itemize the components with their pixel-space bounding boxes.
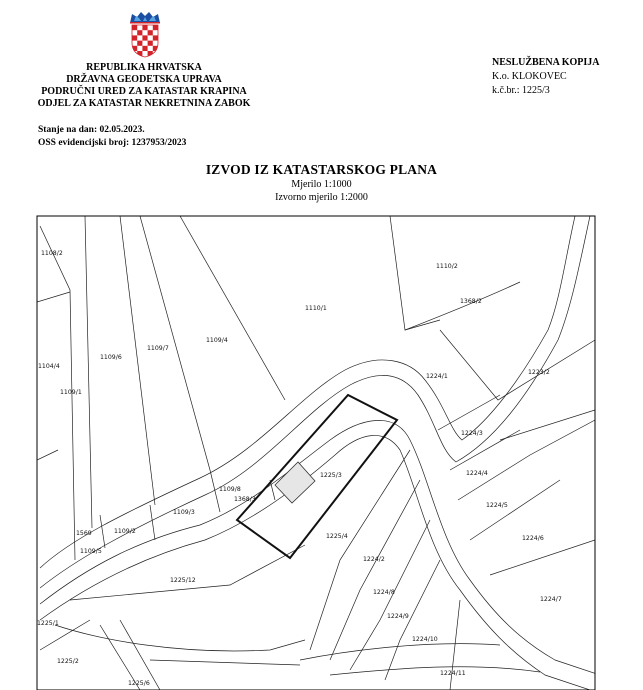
office-line-regional-office: PODRUČNI URED ZA KATASTAR KRAPINA [41, 86, 247, 97]
parcel-label: 1224/1 [426, 373, 448, 380]
parcel-label: 1368/2 [460, 298, 482, 305]
parcel-label: 1225/12 [170, 577, 196, 584]
parcel-label: 1225/3 [320, 472, 342, 479]
parcel-label: 1109/1 [60, 389, 82, 396]
parcel-label: 1225/1 [37, 620, 59, 627]
parcel-label: 1224/9 [387, 613, 409, 620]
cadastral-municipality: K.o. KLOKOVEC [492, 71, 567, 82]
parcel-label: 1109/7 [147, 345, 169, 352]
parcel-label: 1104/4 [38, 363, 60, 370]
office-line-administration: DRŽAVNA GEODETSKA UPRAVA [66, 74, 222, 85]
parcel-lines [37, 216, 600, 690]
parcel-label: 1224/6 [522, 535, 544, 542]
parcel-label: 1224/11 [440, 670, 466, 677]
parcel-label: 1224/5 [486, 502, 508, 509]
parcel-label: 1109/6 [100, 354, 122, 361]
parcel-label: 1110/2 [436, 263, 458, 270]
oss-number: OSS evidencijski broj: 1237953/2023 [38, 138, 187, 148]
parcel-label: 1110/1 [305, 305, 327, 312]
original-scale: Izvorno mjerilo 1:2000 [275, 192, 368, 203]
parcel-label: 1224/2 [363, 556, 385, 563]
building-footprint [275, 462, 315, 503]
parcel-label: 1223/2 [528, 369, 550, 376]
parcel-label: 1225/4 [326, 533, 348, 540]
map-scale: Mjerilo 1:1000 [291, 179, 352, 190]
parcel-label: 1569 [76, 530, 92, 537]
parcel-label: 1224/8 [373, 589, 395, 596]
office-line-department: ODJEL ZA KATASTAR NEKRETNINA ZABOK [37, 98, 251, 109]
document-title: IZVOD IZ KATASTARSKOG PLANA [205, 162, 438, 177]
parcel-label: 1368/3 [234, 496, 256, 503]
parcel-label: 1109/3 [173, 509, 195, 516]
parcel-label: 1108/2 [41, 250, 63, 257]
parcel-label: 1224/10 [412, 636, 438, 643]
map-frame [37, 216, 595, 690]
parcel-label: 1224/7 [540, 596, 562, 603]
selected-parcel-outline [237, 395, 397, 558]
parcel-label: 1225/6 [128, 680, 150, 687]
unofficial-copy-label: NESLUŽBENA KOPIJA [492, 57, 600, 68]
parcel-label: 1109/5 [80, 548, 102, 555]
parcel-label: 1224/4 [466, 470, 488, 477]
parcel-label: 1109/2 [114, 528, 136, 535]
status-date: Stanje na dan: 02.05.2023. [38, 125, 145, 135]
parcel-label: 1225/2 [57, 658, 79, 665]
parcel-label: 1109/4 [206, 337, 228, 344]
parcel-label: 1109/8 [219, 486, 241, 493]
parcel-label: 1224/3 [461, 430, 483, 437]
office-line-republic: REPUBLIKA HRVATSKA [86, 62, 202, 73]
parcel-number: k.č.br.: 1225/3 [492, 85, 550, 96]
